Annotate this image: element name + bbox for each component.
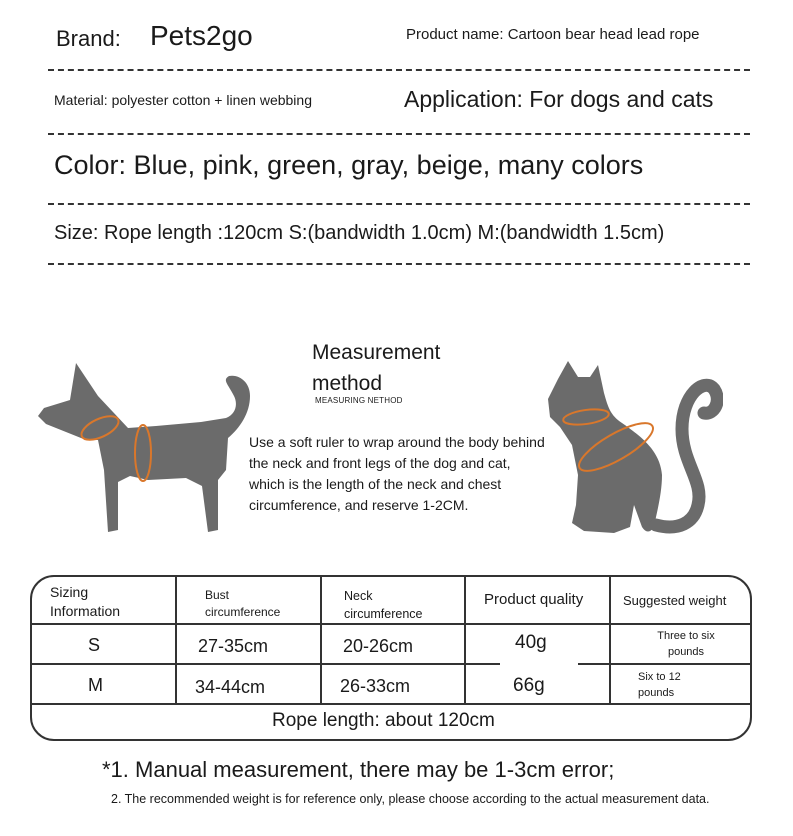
row-s-weight: Three to six pounds: [657, 630, 715, 658]
divider: [48, 203, 750, 205]
table-rule: [175, 577, 177, 703]
note-recommended-weight: 2. The recommended weight is for reference only, please choose according to the actual measurement data.: [111, 792, 710, 806]
cat-silhouette-icon: [538, 355, 723, 537]
header-neck: Neck circumference: [344, 589, 423, 621]
size-text: Size: Rope length :120cm S:(bandwidth 1.0cm) M:(bandwidth 1.5cm): [54, 222, 665, 244]
header-quality: Product quality: [484, 591, 584, 608]
application-text: Application: For dogs and cats: [404, 86, 714, 112]
table-rule: [609, 577, 611, 703]
cat-body: [548, 361, 717, 533]
table-rule: [320, 577, 322, 703]
row-m-size: M: [88, 675, 103, 695]
dog-body: [38, 363, 250, 532]
divider: [48, 133, 750, 135]
measurement-subtitle: MEASURING NETHOD: [315, 396, 403, 405]
header-sizing: Sizing Information: [50, 584, 121, 619]
brand-value: Pets2go: [150, 20, 253, 51]
color-text: Color: Blue, pink, green, gray, beige, many colors: [54, 150, 644, 180]
header-bust: Bust circumference: [205, 588, 281, 619]
row-s-quality: 40g: [515, 632, 547, 653]
table-rule: [32, 623, 750, 625]
row-m-neck: 26-33cm: [340, 676, 411, 696]
row-s-bust: 27-35cm: [198, 636, 269, 656]
measurement-title: Measurement method: [312, 341, 441, 395]
row-s-size: S: [88, 635, 101, 655]
measurement-description: Use a soft ruler to wrap around the body behind the neck and front legs of the dog and cat, which is the length of the neck and chest circumference, and reserve 1-2CM.: [249, 434, 545, 513]
row-m-quality: 66g: [513, 675, 545, 696]
table-rule: [464, 577, 466, 703]
divider: [48, 69, 750, 71]
sizing-table: [30, 575, 752, 741]
row-m-bust: 34-44cm: [195, 677, 266, 697]
table-rule: [32, 663, 750, 665]
header-weight: Suggested weight: [623, 593, 727, 608]
product-name: Product name: Cartoon bear head lead rope: [406, 26, 700, 43]
dog-silhouette-icon: [36, 358, 261, 538]
row-s-neck: 20-26cm: [343, 636, 414, 656]
brand-label: Brand:: [56, 26, 121, 51]
material-text: Material: polyester cotton + linen webbing: [54, 92, 312, 108]
note-manual-measurement: *1. Manual measurement, there may be 1-3cm error;: [102, 757, 615, 782]
rope-length-footer: Rope length: about 120cm: [272, 710, 495, 731]
row-m-weight: Six to 12 pounds: [638, 671, 681, 699]
divider: [48, 263, 750, 265]
